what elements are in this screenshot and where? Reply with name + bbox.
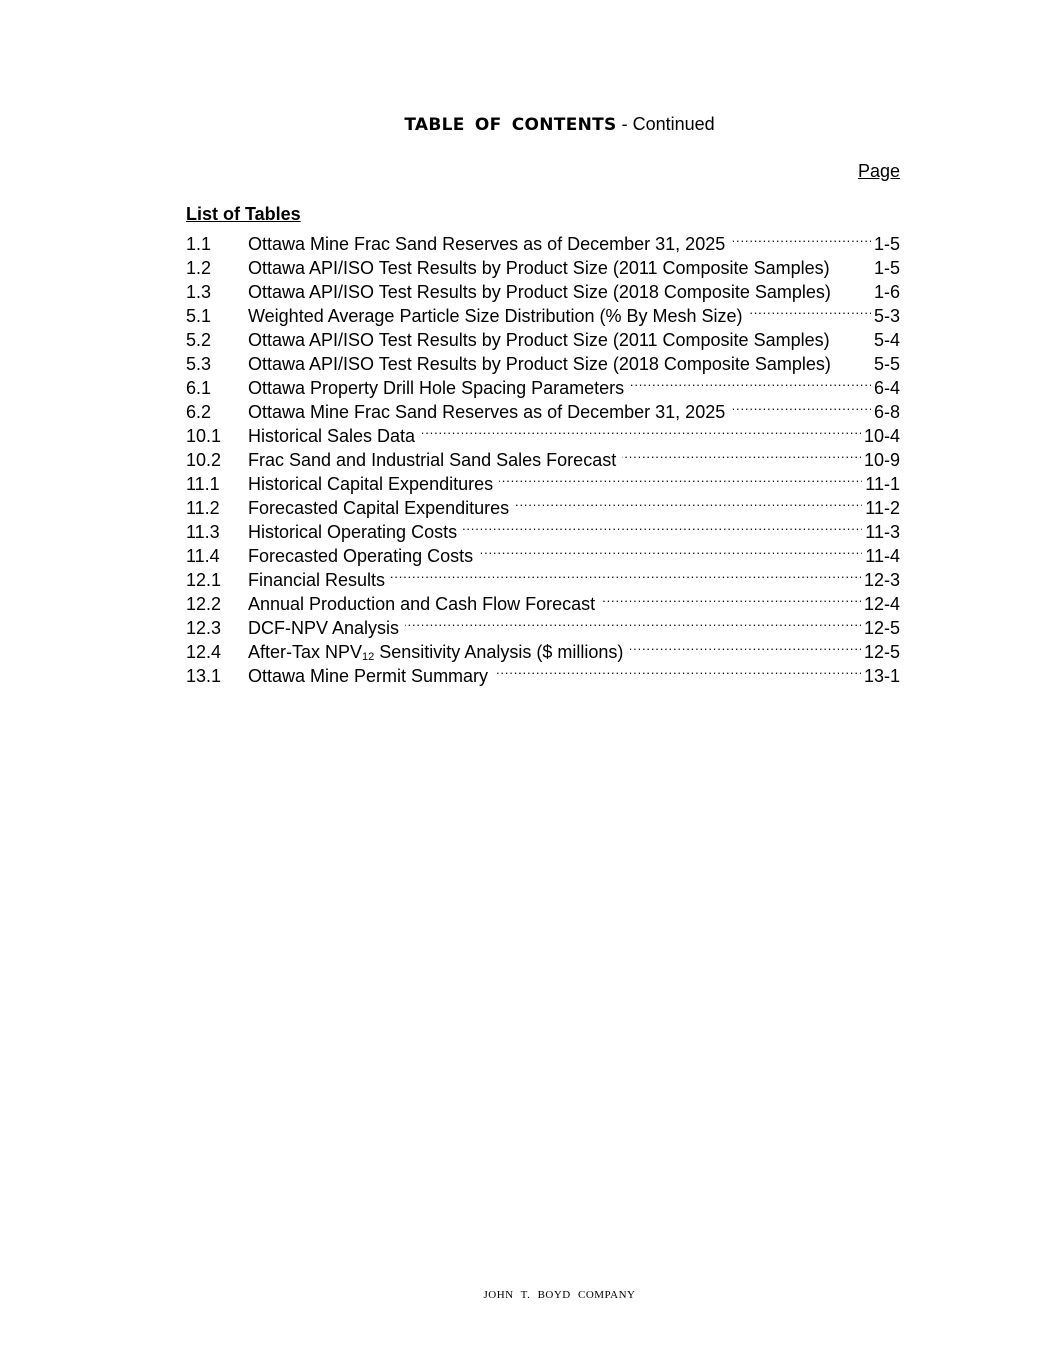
toc-entry[interactable]	[186, 226, 900, 254]
dot-leader	[601, 586, 861, 610]
entry-title: Ottawa API/ISO Test Results by Product Size (2018 Composite Samples)	[248, 354, 831, 374]
entry-number: 12.4	[186, 642, 222, 662]
entry-number: 12.2	[186, 594, 222, 614]
entry-title: Historical Operating Costs	[248, 522, 458, 542]
entry-number: 5.3	[186, 354, 212, 374]
dot-leader	[622, 442, 861, 466]
entry-title-prefix: After-Tax NPV	[248, 642, 363, 662]
entry-number: 11.3	[186, 522, 220, 542]
entry-number: 1.2	[186, 258, 212, 278]
dot-leader	[630, 370, 871, 394]
dot-leader	[629, 634, 861, 658]
footer-company: JOHN T. BOYD COMPANY	[483, 1289, 636, 1301]
entry-page: 12-4	[863, 594, 900, 614]
entry-number: 13.1	[186, 666, 222, 686]
entry-number: 10.2	[186, 450, 222, 470]
entry-title: Financial Results	[248, 570, 386, 590]
entry-page: 6-4	[873, 378, 900, 398]
entry-title: Frac Sand and Industrial Sand Sales Forecast	[248, 450, 617, 470]
entry-number: 11.1	[186, 474, 220, 494]
entry-page: 1-6	[873, 282, 900, 302]
page-title	[0, 113, 1055, 136]
dot-leader	[421, 418, 861, 442]
dot-leader	[837, 346, 871, 370]
entry-page: 10-9	[863, 450, 900, 470]
entry-number: 1.3	[186, 282, 212, 302]
entry-page: 11-1	[865, 474, 900, 494]
entry-title: DCF-NPV Analysis	[248, 618, 400, 638]
dot-leader	[515, 490, 862, 514]
entry-title: Ottawa Mine Frac Sand Reserves as of December 31, 2025	[248, 234, 726, 254]
entry-page: 1-5	[873, 258, 900, 278]
entry-page: 5-3	[873, 306, 900, 326]
entry-number: 1.1	[186, 234, 212, 254]
dot-leader	[494, 658, 861, 682]
dot-leader	[731, 226, 871, 250]
entry-page: 12-5	[863, 642, 900, 662]
dot-leader	[405, 610, 861, 634]
entry-title-subscript: 12	[362, 651, 375, 663]
entry-page: 6-8	[873, 402, 900, 422]
dot-leader	[391, 562, 861, 586]
entry-number: 6.2	[186, 402, 212, 422]
dot-leader	[836, 250, 871, 274]
entry-page: 5-4	[873, 330, 900, 350]
entry-page: 1-5	[873, 234, 900, 254]
list-of-tables	[186, 202, 900, 686]
toc-title: TABLE OF CONTENTS	[404, 115, 617, 135]
entry-number: 6.1	[186, 378, 212, 398]
entry-number: 10.1	[186, 426, 222, 446]
entry-title: Weighted Average Particle Size Distribution (% By Mesh Size)	[248, 306, 743, 326]
entry-page: 10-4	[863, 426, 900, 446]
entry-title: Ottawa Mine Permit Summary	[248, 666, 489, 686]
entry-title: Forecasted Operating Costs	[248, 546, 474, 566]
dot-leader	[463, 514, 862, 538]
toc-title-suffix: - Continued	[621, 114, 715, 134]
entry-page: 11-4	[865, 546, 900, 566]
entry-title: Ottawa Property Drill Hole Spacing Parameters	[248, 378, 625, 398]
entry-title: Annual Production and Cash Flow Forecast	[248, 594, 596, 614]
page-column-header: Page	[857, 161, 900, 181]
dot-leader	[749, 298, 871, 322]
dot-leader	[837, 274, 871, 298]
entry-title: Historical Capital Expenditures	[248, 474, 494, 494]
entry-title: Historical Sales Data	[248, 426, 416, 446]
entry-page: 5-5	[873, 354, 900, 374]
entry-number: 11.2	[186, 498, 220, 518]
entry-number: 12.3	[186, 618, 222, 638]
entry-title: Ottawa API/ISO Test Results by Product Size (2011 Composite Samples)	[248, 330, 830, 350]
entry-number: 5.2	[186, 330, 212, 350]
dot-leader	[479, 538, 862, 562]
dot-leader	[499, 466, 862, 490]
dot-leader	[836, 322, 871, 346]
entry-page: 13-1	[863, 666, 900, 686]
entry-title: Forecasted Capital Expenditures	[248, 498, 510, 518]
entry-page: 11-2	[865, 498, 900, 518]
list-heading: List of Tables	[186, 204, 301, 224]
entry-title: Ottawa API/ISO Test Results by Product Size (2011 Composite Samples)	[248, 258, 830, 278]
entry-title-suffix: Sensitivity Analysis ($ millions)	[374, 642, 624, 662]
entry-number: 12.1	[186, 570, 222, 590]
entry-number: 11.4	[186, 546, 220, 566]
entry-page: 12-5	[863, 618, 900, 638]
entry-number: 5.1	[186, 306, 212, 326]
entry-page: 11-3	[865, 522, 900, 542]
entry-title: Ottawa API/ISO Test Results by Product Size (2018 Composite Samples)	[248, 282, 831, 302]
dot-leader	[731, 394, 871, 418]
entry-page: 12-3	[863, 570, 900, 590]
entry-title: Ottawa Mine Frac Sand Reserves as of December 31, 2025	[248, 402, 726, 422]
